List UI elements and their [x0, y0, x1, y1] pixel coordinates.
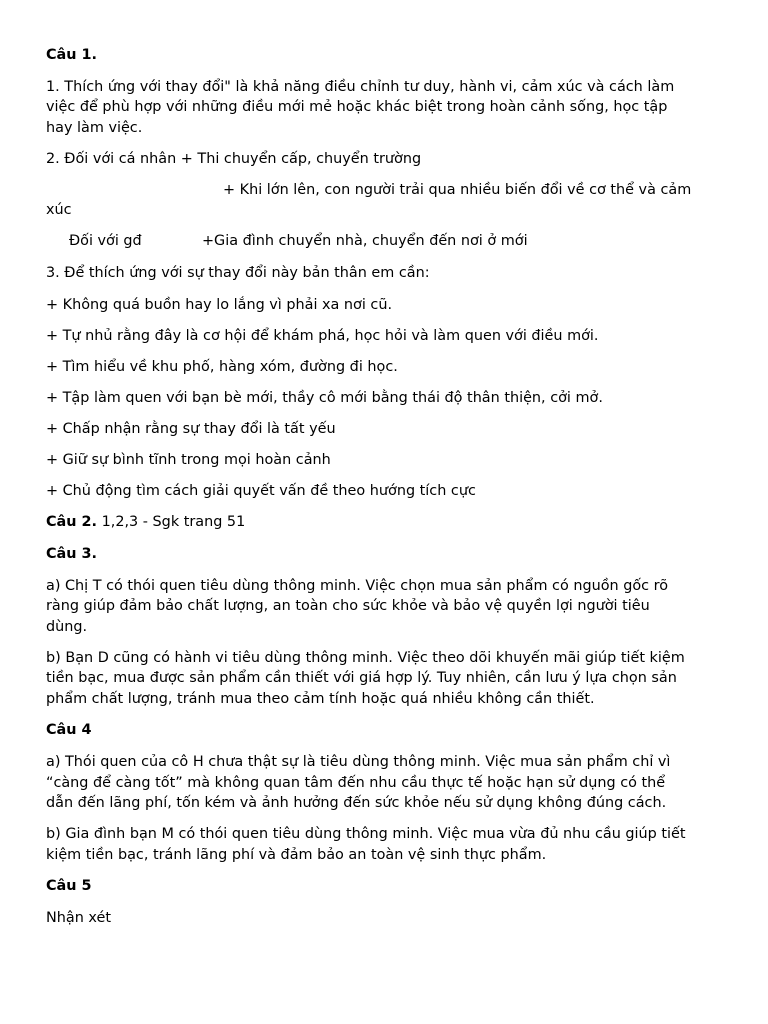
- list-item: + Chấp nhận rằng sự thay đổi là tất yếu: [46, 421, 336, 437]
- list-item: + Tìm hiểu về khu phố, hàng xóm, đường đi học.: [46, 359, 398, 375]
- q5-heading: Câu 5: [46, 878, 92, 894]
- q3-b-line1: b) Bạn D cũng có hành vi tiêu dùng thông minh. Việc theo dõi khuyến mãi giúp tiết kiệm: [46, 650, 685, 666]
- q3-b-line3: phẩm chất lượng, tránh mua theo cảm tính hoặc quá nhiều không cần thiết.: [46, 691, 595, 707]
- q4-a-line3: dẫn đến lãng phí, tốn kém và ảnh hưởng đến sức khỏe nếu sử dụng không đúng cách.: [46, 795, 667, 811]
- list-item: + Không quá buồn hay lo lắng vì phải xa nơi cũ.: [46, 297, 393, 313]
- q4-heading: Câu 4: [46, 722, 92, 738]
- q5-text: Nhận xét: [46, 910, 111, 926]
- q3-a-line1: a) Chị T có thói quen tiêu dùng thông minh. Việc chọn mua sản phẩm có nguồn gốc rõ: [46, 578, 669, 594]
- q1-p1-line1: 1. Thích ứng với thay đổi" là khả năng điều chỉnh tư duy, hành vi, cảm xúc và cách làm: [46, 79, 675, 95]
- q1-p1-line3: hay làm việc.: [46, 120, 143, 136]
- q2-text: 1,2,3 - Sgk trang 51: [97, 514, 246, 530]
- q1-p2b-line2: xúc: [46, 202, 72, 218]
- list-item: + Tập làm quen với bạn bè mới, thầy cô mới bằng thái độ thân thiện, cởi mở.: [46, 390, 603, 406]
- list-item: + Tự nhủ rằng đây là cơ hội để khám phá, học hỏi và làm quen với điều mới.: [46, 328, 599, 344]
- q2-heading: Câu 2.: [46, 514, 98, 530]
- q1-p1-line2: việc để phù hợp với những điều mới mẻ hoặc khác biệt trong hoàn cảnh sống, học tập: [46, 99, 668, 115]
- q3-a-line3: dùng.: [46, 619, 88, 635]
- q4-a-line2: “càng để càng tốt” mà không quan tâm đến nhu cầu thực tế hoặc hạn sử dụng có thể: [46, 775, 666, 791]
- q1-p3: 3. Để thích ứng với sự thay đổi này bản thân em cần:: [46, 265, 430, 281]
- q4-a-line1: a) Thói quen của cô H chưa thật sự là tiêu dùng thông minh. Việc mua sản phẩm chỉ vì: [46, 754, 671, 770]
- list-item: + Chủ động tìm cách giải quyết vấn đề theo hướng tích cực: [46, 483, 476, 499]
- q3-b-line2: tiền bạc, mua được sản phẩm cần thiết với giá hợp lý. Tuy nhiên, cần lưu ý lựa chọn sản: [46, 670, 677, 686]
- q1-p2b-line1: + Khi lớn lên, con người trải qua nhiều biến đổi về cơ thể và cảm: [223, 182, 692, 198]
- q2-line: [46, 512, 245, 532]
- q3-heading: Câu 3.: [46, 546, 98, 562]
- q1-p2c-label: Đối với gđ: [69, 233, 142, 249]
- q1-heading: Câu 1.: [46, 47, 98, 63]
- q3-a-line2: ràng giúp đảm bảo chất lượng, an toàn cho sức khỏe và bảo vệ quyền lợi người tiêu: [46, 598, 650, 614]
- q4-b-line1: b) Gia đình bạn M có thói quen tiêu dùng thông minh. Việc mua vừa đủ nhu cầu giúp tiết: [46, 826, 686, 842]
- q1-p2: 2. Đối với cá nhân + Thi chuyển cấp, chuyển trường: [46, 151, 422, 167]
- q1-p2c-text: +Gia đình chuyển nhà, chuyển đến nơi ở mới: [202, 233, 528, 249]
- list-item: + Giữ sự bình tĩnh trong mọi hoàn cảnh: [46, 452, 331, 468]
- q4-b-line2: kiệm tiền bạc, tránh lãng phí và đảm bảo an toàn vệ sinh thực phẩm.: [46, 847, 547, 863]
